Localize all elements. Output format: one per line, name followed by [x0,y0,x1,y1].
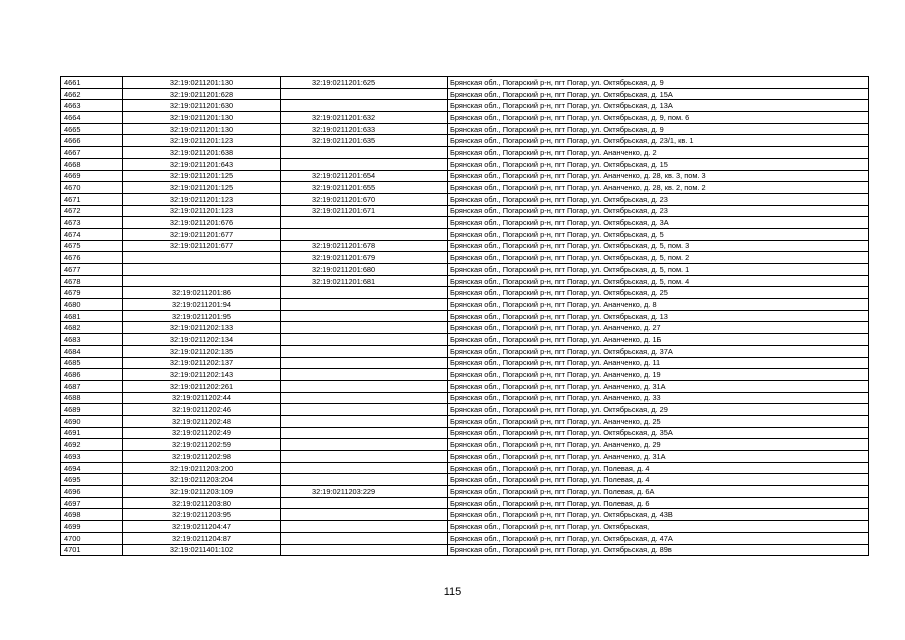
cadastral-number-cell: 32:19:0211202:59 [123,439,281,451]
table-row [61,345,869,357]
address-cell: Брянская обл., Погарский р-н, пгт Погар, ул. Октябрьская, д. 47А [448,532,869,544]
row-number-cell: 4663 [61,100,123,112]
table-row [61,334,869,346]
cadastral-number-cell: 32:19:0211202:261 [123,380,281,392]
cadastral-number-cell: 32:19:0211201:125 [123,170,281,182]
sub-cadastral-number-cell: 32:19:0211201:678 [281,240,448,252]
row-number-cell: 4687 [61,380,123,392]
row-number-cell: 4683 [61,334,123,346]
sub-cadastral-number-cell [281,228,448,240]
address-cell: Брянская обл., Погарский р-н, пгт Погар, ул. Октябрьская, д. 23 [448,205,869,217]
cadastral-number-cell: 32:19:0211202:98 [123,451,281,463]
sub-cadastral-number-cell: 32:19:0211201:679 [281,252,448,264]
row-number-cell: 4666 [61,135,123,147]
row-number-cell: 4685 [61,357,123,369]
sub-cadastral-number-cell [281,147,448,159]
row-number-cell: 4672 [61,205,123,217]
table-row [61,228,869,240]
cadastral-number-cell: 32:19:0211202:134 [123,334,281,346]
address-cell: Брянская обл., Погарский р-н, пгт Погар, ул. Октябрьская, д. 9 [448,123,869,135]
table-row [61,439,869,451]
address-cell: Брянская обл., Погарский р-н, пгт Погар, ул. Октябрьская, д. 5, пом. 3 [448,240,869,252]
sub-cadastral-number-cell: 32:19:0211201:633 [281,123,448,135]
address-cell: Брянская обл., Погарский р-н, пгт Погар, ул. Октябрьская, [448,521,869,533]
sub-cadastral-number-cell [281,427,448,439]
address-cell: Брянская обл., Погарский р-н, пгт Погар, ул. Ананченко, д. 8 [448,299,869,311]
address-cell: Брянская обл., Погарский р-н, пгт Погар, ул. Октябрьская, д. 23/1, кв. 1 [448,135,869,147]
table-row [61,380,869,392]
table-row [61,240,869,252]
cadastral-number-cell: 32:19:0211201:125 [123,182,281,194]
table-row [61,123,869,135]
table-row [61,147,869,159]
cadastral-number-cell: 32:19:0211201:130 [123,77,281,89]
sub-cadastral-number-cell [281,310,448,322]
cadastral-number-cell [123,252,281,264]
sub-cadastral-number-cell [281,439,448,451]
cadastral-number-cell: 32:19:0211202:49 [123,427,281,439]
row-number-cell: 4678 [61,275,123,287]
cadastral-number-cell: 32:19:0211202:44 [123,392,281,404]
table-row [61,205,869,217]
cadastral-number-cell: 32:19:0211202:143 [123,369,281,381]
address-cell: Брянская обл., Погарский р-н, пгт Погар, ул. Октябрьская, д. 25 [448,287,869,299]
cadastral-number-cell: 32:19:0211201:676 [123,217,281,229]
table-row [61,509,869,521]
address-cell: Брянская обл., Погарский р-н, пгт Погар, ул. Октябрьская, д. 5, пом. 1 [448,264,869,276]
cadastral-number-cell: 32:19:0211201:94 [123,299,281,311]
address-cell: Брянская обл., Погарский р-н, пгт Погар, ул. Октябрьская, д. 13А [448,100,869,112]
cadastral-number-cell: 32:19:0211201:86 [123,287,281,299]
sub-cadastral-number-cell: 32:19:0211201:680 [281,264,448,276]
sub-cadastral-number-cell: 32:19:0211201:670 [281,193,448,205]
sub-cadastral-number-cell [281,509,448,521]
row-number-cell: 4699 [61,521,123,533]
row-number-cell: 4693 [61,451,123,463]
cadastral-number-cell: 32:19:0211202:48 [123,415,281,427]
address-cell: Брянская обл., Погарский р-н, пгт Погар, ул. Октябрьская, д. 37А [448,345,869,357]
row-number-cell: 4674 [61,228,123,240]
row-number-cell: 4677 [61,264,123,276]
table-row [61,521,869,533]
page-number: 115 [443,586,462,598]
table-row [61,158,869,170]
row-number-cell: 4675 [61,240,123,252]
address-cell: Брянская обл., Погарский р-н, пгт Погар, ул. Октябрьская, д. 23 [448,193,869,205]
sub-cadastral-number-cell [281,451,448,463]
sub-cadastral-number-cell: 32:19:0211201:671 [281,205,448,217]
table-row [61,170,869,182]
address-cell: Брянская обл., Погарский р-н, пгт Погар, ул. Ананченко, д. 31А [448,451,869,463]
cadastral-number-cell: 32:19:0211202:46 [123,404,281,416]
address-cell: Брянская обл., Погарский р-н, пгт Погар, ул. Октябрьская, д. 5, пом. 2 [448,252,869,264]
table-row [61,217,869,229]
sub-cadastral-number-cell: 32:19:0211201:635 [281,135,448,147]
cadastral-number-cell: 32:19:0211201:638 [123,147,281,159]
sub-cadastral-number-cell [281,474,448,486]
address-cell: Брянская обл., Погарский р-н, пгт Погар, ул. Ананченко, д. 2 [448,147,869,159]
cadastral-number-cell: 32:19:0211204:47 [123,521,281,533]
table-body [61,77,869,556]
row-number-cell: 4688 [61,392,123,404]
sub-cadastral-number-cell [281,404,448,416]
address-cell: Брянская обл., Погарский р-н, пгт Погар, ул. Октябрьская, д. 13 [448,310,869,322]
address-cell: Брянская обл., Погарский р-н, пгт Погар, ул. Полевая, д. 4 [448,474,869,486]
row-number-cell: 4692 [61,439,123,451]
address-cell: Брянская обл., Погарский р-н, пгт Погар, ул. Октябрьская, д. 29 [448,404,869,416]
table-row [61,193,869,205]
sub-cadastral-number-cell: 32:19:0211201:655 [281,182,448,194]
cadastral-number-cell: 32:19:0211201:123 [123,193,281,205]
sub-cadastral-number-cell [281,88,448,100]
sub-cadastral-number-cell [281,462,448,474]
table-row [61,310,869,322]
cadastral-number-cell: 32:19:0211203:95 [123,509,281,521]
row-number-cell: 4701 [61,544,123,556]
sub-cadastral-number-cell: 32:19:0211203:229 [281,486,448,498]
table-row [61,88,869,100]
address-cell: Брянская обл., Погарский р-н, пгт Погар, ул. Ананченко, д. 11 [448,357,869,369]
row-number-cell: 4670 [61,182,123,194]
row-number-cell: 4665 [61,123,123,135]
address-cell: Брянская обл., Погарский р-н, пгт Погар, ул. Ананченко, д. 27 [448,322,869,334]
row-number-cell: 4682 [61,322,123,334]
sub-cadastral-number-cell [281,497,448,509]
row-number-cell: 4690 [61,415,123,427]
table-row [61,264,869,276]
address-cell: Брянская обл., Погарский р-н, пгт Погар, ул. Ананченко, д. 28, кв. 2, пом. 2 [448,182,869,194]
table-row [61,112,869,124]
sub-cadastral-number-cell [281,369,448,381]
address-cell: Брянская обл., Погарский р-н, пгт Погар, ул. Октябрьская, д. 5, пом. 4 [448,275,869,287]
address-cell: Брянская обл., Погарский р-н, пгт Погар, ул. Полевая, д. 6А [448,486,869,498]
table-row [61,474,869,486]
sub-cadastral-number-cell [281,521,448,533]
table-row [61,427,869,439]
row-number-cell: 4676 [61,252,123,264]
row-number-cell: 4668 [61,158,123,170]
row-number-cell: 4686 [61,369,123,381]
cadastral-number-cell: 32:19:0211201:123 [123,135,281,147]
table-row [61,497,869,509]
address-cell: Брянская обл., Погарский р-н, пгт Погар, ул. Октябрьская, д. 9, пом. 6 [448,112,869,124]
row-number-cell: 4689 [61,404,123,416]
row-number-cell: 4667 [61,147,123,159]
address-cell: Брянская обл., Погарский р-н, пгт Погар, ул. Октябрьская, д. 3А [448,217,869,229]
sub-cadastral-number-cell [281,357,448,369]
row-number-cell: 4671 [61,193,123,205]
address-cell: Брянская обл., Погарский р-н, пгт Погар, ул. Ананченко, д. 19 [448,369,869,381]
address-cell: Брянская обл., Погарский р-н, пгт Погар, ул. Октябрьская, д. 89в [448,544,869,556]
row-number-cell: 4662 [61,88,123,100]
cadastral-number-cell: 32:19:0211201:130 [123,123,281,135]
table-row [61,77,869,89]
sub-cadastral-number-cell [281,217,448,229]
table-row [61,299,869,311]
cadastral-number-cell: 32:19:0211203:204 [123,474,281,486]
sub-cadastral-number-cell [281,100,448,112]
cadastral-number-cell: 32:19:0211201:643 [123,158,281,170]
address-cell: Брянская обл., Погарский р-н, пгт Погар, ул. Полевая, д. 4 [448,462,869,474]
cadastral-number-cell: 32:19:0211202:133 [123,322,281,334]
sub-cadastral-number-cell [281,415,448,427]
cadastral-number-cell: 32:19:0211202:137 [123,357,281,369]
sub-cadastral-number-cell [281,299,448,311]
row-number-cell: 4680 [61,299,123,311]
table-row [61,252,869,264]
row-number-cell: 4661 [61,77,123,89]
cadastral-number-cell: 32:19:0211201:677 [123,228,281,240]
address-cell: Брянская обл., Погарский р-н, пгт Погар, ул. Октябрьская, д. 5 [448,228,869,240]
table-row [61,135,869,147]
cadastral-number-cell: 32:19:0211401:102 [123,544,281,556]
cadastral-number-cell: 32:19:0211203:200 [123,462,281,474]
sub-cadastral-number-cell: 32:19:0211201:632 [281,112,448,124]
row-number-cell: 4695 [61,474,123,486]
address-cell: Брянская обл., Погарский р-н, пгт Погар, ул. Октябрьская, д. 43В [448,509,869,521]
row-number-cell: 4684 [61,345,123,357]
table-row [61,357,869,369]
cadastral-number-cell: 32:19:0211201:123 [123,205,281,217]
cadastral-number-cell: 32:19:0211204:87 [123,532,281,544]
cadastral-number-cell: 32:19:0211201:628 [123,88,281,100]
address-cell: Брянская обл., Погарский р-н, пгт Погар, ул. Октябрьская, д. 15А [448,88,869,100]
sub-cadastral-number-cell [281,345,448,357]
table-row [61,322,869,334]
row-number-cell: 4700 [61,532,123,544]
sub-cadastral-number-cell [281,392,448,404]
sub-cadastral-number-cell [281,334,448,346]
sub-cadastral-number-cell [281,158,448,170]
table-row [61,100,869,112]
cadastral-number-cell: 32:19:0211201:630 [123,100,281,112]
address-cell: Брянская обл., Погарский р-н, пгт Погар, ул. Октябрьская, д. 15 [448,158,869,170]
cadastral-number-cell [123,264,281,276]
cadastral-number-cell: 32:19:0211201:95 [123,310,281,322]
sub-cadastral-number-cell [281,532,448,544]
table-row [61,287,869,299]
sub-cadastral-number-cell [281,380,448,392]
table-row [61,451,869,463]
row-number-cell: 4697 [61,497,123,509]
sub-cadastral-number-cell: 32:19:0211201:625 [281,77,448,89]
row-number-cell: 4696 [61,486,123,498]
address-cell: Брянская обл., Погарский р-н, пгт Погар, ул. Ананченко, д. 29 [448,439,869,451]
row-number-cell: 4664 [61,112,123,124]
table-row [61,182,869,194]
table-row [61,462,869,474]
cadastral-number-cell [123,275,281,287]
sub-cadastral-number-cell [281,287,448,299]
table-row [61,486,869,498]
row-number-cell: 4679 [61,287,123,299]
address-cell: Брянская обл., Погарский р-н, пгт Погар, ул. Октябрьская, д. 9 [448,77,869,89]
table-row [61,415,869,427]
row-number-cell: 4691 [61,427,123,439]
table-row [61,369,869,381]
cadastral-number-cell: 32:19:0211202:135 [123,345,281,357]
address-cell: Брянская обл., Погарский р-н, пгт Погар, ул. Ананченко, д. 25 [448,415,869,427]
sub-cadastral-number-cell: 32:19:0211201:681 [281,275,448,287]
address-cell: Брянская обл., Погарский р-н, пгт Погар, ул. Ананченко, д. 28, кв. 3, пом. 3 [448,170,869,182]
cadastral-number-cell: 32:19:0211201:130 [123,112,281,124]
row-number-cell: 4698 [61,509,123,521]
table-row [61,404,869,416]
sub-cadastral-number-cell [281,322,448,334]
table-row [61,392,869,404]
cadastral-number-cell: 32:19:0211201:677 [123,240,281,252]
row-number-cell: 4694 [61,462,123,474]
cadastral-number-cell: 32:19:0211203:80 [123,497,281,509]
row-number-cell: 4673 [61,217,123,229]
sub-cadastral-number-cell [281,544,448,556]
address-cell: Брянская обл., Погарский р-н, пгт Погар, ул. Полевая, д. 6 [448,497,869,509]
table-row [61,532,869,544]
address-cell: Брянская обл., Погарский р-н, пгт Погар, ул. Ананченко, д. 1Б [448,334,869,346]
address-cell: Брянская обл., Погарский р-н, пгт Погар, ул. Ананченко, д. 31А [448,380,869,392]
cadastral-number-cell: 32:19:0211203:109 [123,486,281,498]
address-cell: Брянская обл., Погарский р-н, пгт Погар, ул. Ананченко, д. 33 [448,392,869,404]
document-table [60,76,869,556]
row-number-cell: 4669 [61,170,123,182]
sub-cadastral-number-cell: 32:19:0211201:654 [281,170,448,182]
address-cell: Брянская обл., Погарский р-н, пгт Погар, ул. Октябрьская, д. 35А [448,427,869,439]
row-number-cell: 4681 [61,310,123,322]
table-row [61,275,869,287]
table-row [61,544,869,556]
